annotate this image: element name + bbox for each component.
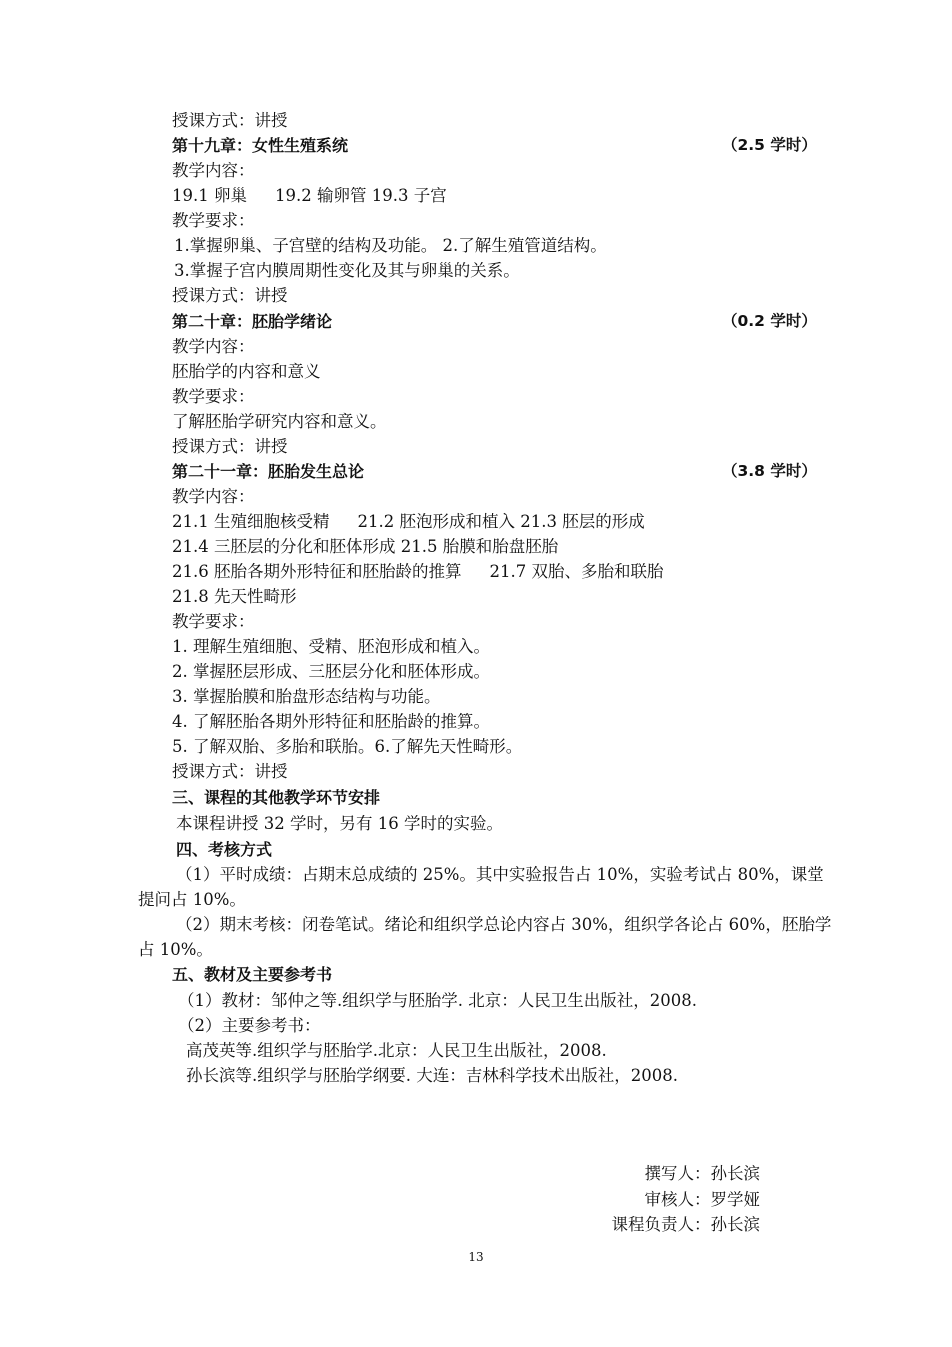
requirement-item: 1.掌握卵巢、子宫壁的结构及功能。 2.了解生殖管道结构。: [174, 236, 607, 255]
method-line: 授课方式：讲授: [172, 111, 288, 130]
requirement-item: 2. 掌握胚层形成、三胚层分化和胚体形成。: [172, 662, 490, 681]
content-item: 19.3 子宫: [371, 186, 447, 205]
section-4-paragraph: （1）平时成绩：占期末总成绩的 25%。其中实验报告占 10%，实验考试占 80%，课堂提问占 10%。: [138, 865, 824, 909]
content-label: 教学内容：: [172, 337, 255, 356]
requirement-item: 4. 了解胚胎各期外形特征和胚胎龄的推算。: [172, 712, 490, 731]
section-4-paragraph: （2）期末考核：闭卷笔试。绪论和组织学总论内容占 30%，组织学各论占 60%，胚胎学占 10%。: [138, 915, 832, 959]
reference-item: 高茂英等.组织学与胚胎学.北京：人民卫生出版社，2008.: [186, 1041, 607, 1060]
chapter-21-content: [172, 509, 645, 534]
chapter-19-title: 第十九章：女性生殖系统: [172, 136, 349, 155]
content-item: 21.1 生殖细胞核受精: [172, 512, 330, 531]
chapter-20-hours: （0.2 学时）: [722, 312, 817, 330]
reviewer-signature: 审核人：罗学娅: [644, 1190, 760, 1209]
requirement-item: 3. 掌握胎膜和胎盘形态结构与功能。: [172, 687, 441, 706]
content-label: 教学内容：: [172, 487, 255, 506]
reference-item: 孙长滨等.组织学与胚胎学纲要. 大连：吉林科学技术出版社，2008.: [186, 1066, 678, 1085]
content-label: 教学内容：: [172, 161, 255, 180]
content-item: 21.7 双胎、多胎和联胎: [489, 562, 664, 581]
requirement-label: 教学要求：: [172, 211, 255, 230]
content-item: 21.6 胚胎各期外形特征和胚胎龄的推算: [172, 562, 462, 581]
requirement-item: 3.掌握子宫内膜周期性变化及其与卵巢的关系。: [174, 261, 520, 280]
section-3-title: 三、课程的其他教学环节安排: [172, 788, 381, 807]
content-item: 21.8 先天性畸形: [172, 587, 297, 606]
chapter-21-content: [172, 559, 663, 584]
requirement-label: 教学要求：: [172, 387, 255, 406]
writer-signature: 撰写人：孙长滨: [644, 1164, 760, 1183]
page-number: 13: [468, 1250, 484, 1264]
method-line: 授课方式：讲授: [172, 437, 288, 456]
method-line: 授课方式：讲授: [172, 286, 288, 305]
method-line: 授课方式：讲授: [172, 762, 288, 781]
requirement-item: 5. 了解双胎、多胎和联胎。6.了解先天性畸形。: [172, 737, 523, 756]
chapter-21-title: 第二十一章：胚胎发生总论: [172, 462, 365, 481]
chapter-20-title: 第二十章：胚胎学绪论: [172, 312, 333, 331]
section-3-text: 本课程讲授 32 学时，另有 16 学时的实验。: [176, 814, 503, 833]
content-item: 21.3 胚层的形成: [520, 512, 645, 531]
reference-label: （2）主要参考书：: [178, 1016, 321, 1035]
textbook-line: （1）教材：邹仲之等.组织学与胚胎学. 北京：人民卫生出版社，2008.: [178, 991, 697, 1010]
content-item: 21.4 三胚层的分化和胚体形成 21.5 胎膜和胎盘胚胎: [172, 537, 559, 556]
chapter-19-content: [172, 183, 447, 208]
owner-signature: 课程负责人：孙长滨: [611, 1215, 760, 1234]
content-item: 21.2 胚泡形成和植入: [357, 512, 515, 531]
chapter-21-hours: （3.8 学时）: [722, 462, 817, 480]
section-4-title: 四、考核方式: [176, 840, 273, 859]
section-5-title: 五、教材及主要参考书: [172, 965, 333, 984]
content-item: 19.2 输卵管: [274, 186, 367, 205]
content-item: 19.1 卵巢: [172, 186, 247, 205]
chapter-20-content: 胚胎学的内容和意义: [172, 362, 321, 381]
requirement-label: 教学要求：: [172, 612, 255, 631]
chapter-19-hours: （2.5 学时）: [722, 136, 817, 154]
requirement-item: 1. 理解生殖细胞、受精、胚泡形成和植入。: [172, 637, 490, 656]
requirement-item: 了解胚胎学研究内容和意义。: [172, 412, 387, 431]
